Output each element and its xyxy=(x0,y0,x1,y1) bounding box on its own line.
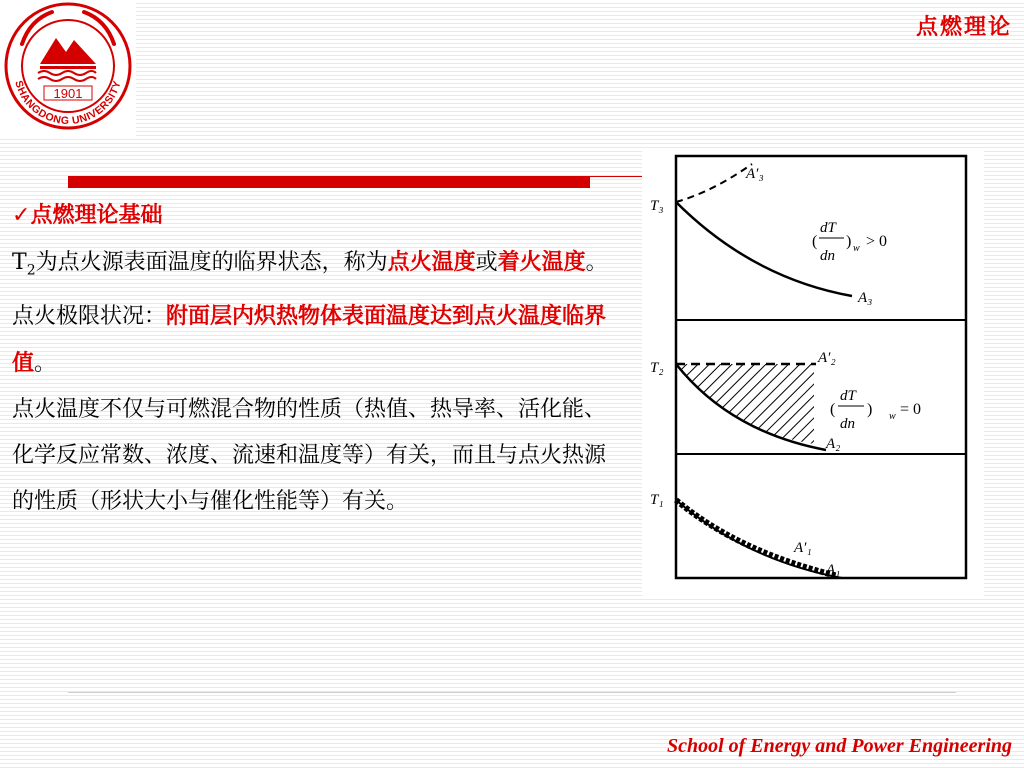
equation-positive-gradient xyxy=(812,220,887,264)
university-logo xyxy=(0,0,136,136)
slide-body-text xyxy=(12,192,620,525)
label-a2-prime: A′₂ xyxy=(818,350,836,366)
equation-zero-gradient xyxy=(830,388,921,432)
ignition-temperature-diagram xyxy=(642,148,984,596)
svg-text:w: w xyxy=(853,243,860,254)
label-a1-prime: A′₁ xyxy=(794,540,812,556)
section-heading: ✓点燃理论基础 xyxy=(12,202,163,228)
svg-text:): ) xyxy=(846,233,852,250)
curve-a1 xyxy=(676,500,842,578)
panel-2-zero-gradient xyxy=(650,350,921,452)
label-a1: A₁ xyxy=(826,562,841,578)
svg-text:= 0: = 0 xyxy=(900,401,922,418)
slide-header-title: 点燃理论 xyxy=(915,14,1012,40)
paragraph-ignition-factors: 点火温度不仅与可燃混合物的性质（热值、热导率、活化能、化学反应常数、浓度、流速和温度等）有关，而且与点火热源的性质（形状大小与催化性能等）有关。 xyxy=(12,397,607,515)
paragraph-ignition-temperature: $T_2$为点火源表面温度的临界状态，称为点火温度或着火温度。 xyxy=(12,249,608,279)
paragraph-ignition-limit: 点火极限状况：附面层内炽热物体表面温度达到点火温度临界值。 xyxy=(12,303,607,377)
hatched-region xyxy=(676,364,814,444)
svg-text:(: ( xyxy=(830,401,836,418)
title-divider-line xyxy=(590,176,642,177)
checkmark-bullet-icon: ✓ xyxy=(12,203,31,228)
svg-text:dT: dT xyxy=(840,388,856,404)
footer-divider xyxy=(68,692,956,693)
svg-text:dT: dT xyxy=(820,220,836,236)
svg-text:): ) xyxy=(867,401,873,418)
panel-1-positive-gradient xyxy=(650,164,887,306)
svg-text:(: ( xyxy=(812,233,818,250)
svg-text:> 0: > 0 xyxy=(866,233,888,250)
footer-school-name: School of Energy and Power Engineering xyxy=(666,735,1012,757)
panel-3-negative-gradient xyxy=(650,492,842,578)
svg-text:dn: dn xyxy=(820,248,835,264)
svg-text:w: w xyxy=(889,411,896,422)
label-t2: T₂ xyxy=(650,360,664,376)
dotted-curve-a1-prime xyxy=(676,500,841,578)
label-a3: A₃ xyxy=(858,290,873,306)
label-t3: T₃ xyxy=(650,198,664,214)
title-divider-bar xyxy=(68,176,590,188)
logo-university-name: SHANGDONG UNIVERSITY xyxy=(12,79,124,128)
label-t1: T₁ xyxy=(650,492,664,508)
svg-text:dn: dn xyxy=(840,416,855,432)
dashed-curve-a3-prime xyxy=(676,164,752,202)
label-a3-prime: A′₃ xyxy=(746,166,764,182)
logo-year: 1901 xyxy=(53,86,83,101)
label-a2: A₂ xyxy=(826,436,841,452)
